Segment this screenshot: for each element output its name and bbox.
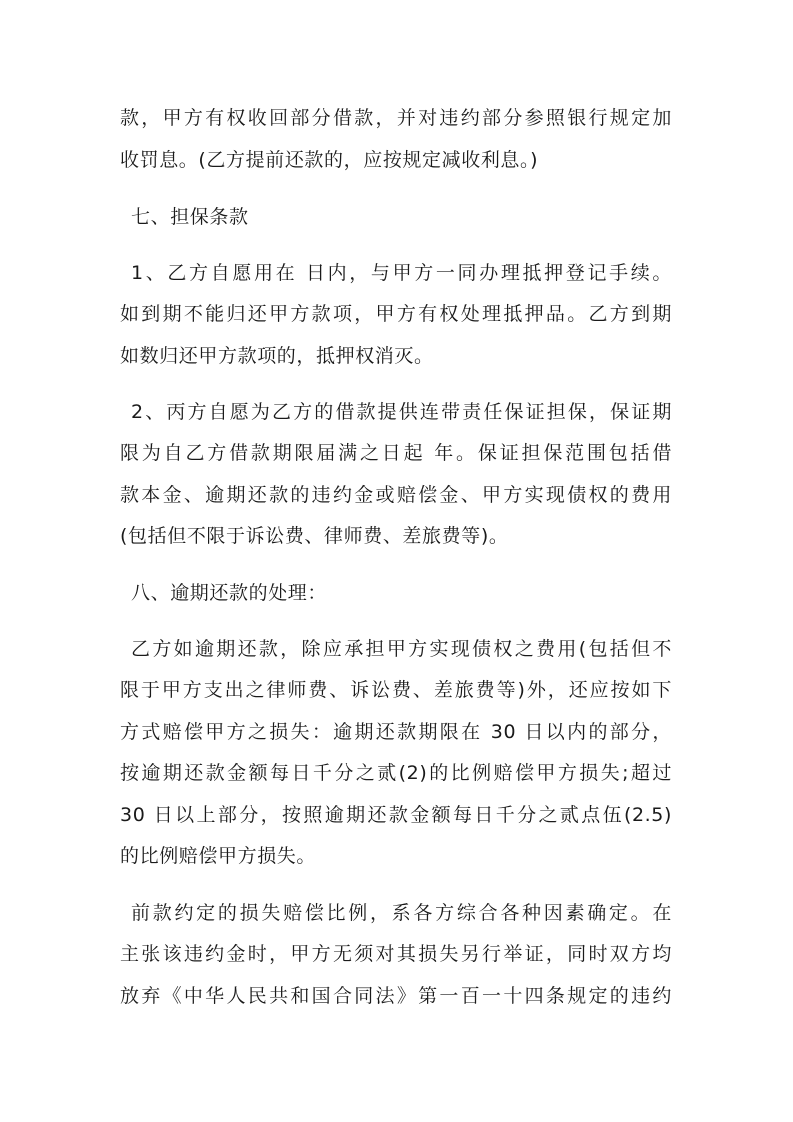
text-line: 方式赔偿甲方之损失：逾期还款期限在 30 日以内的部分， bbox=[120, 721, 672, 743]
text-line: 按逾期还款金额每日千分之贰(2)的比例赔偿甲方损失;超过 bbox=[120, 762, 672, 784]
section-heading: 七、担保条款 bbox=[131, 206, 249, 228]
text-line: 前款约定的损失赔偿比例，系各方综合各种因素确定。在 bbox=[131, 902, 672, 924]
text-line: 如数归还甲方款项的，抵押权消灭。 bbox=[120, 345, 434, 367]
text-line: 1、乙方自愿用在 日内，与甲方一同办理抵押登记手续。 bbox=[131, 262, 672, 284]
text-line: 2、丙方自愿为乙方的借款提供连带责任保证担保，保证期 bbox=[131, 401, 672, 423]
text-line: 限于甲方支出之律师费、诉讼费、差旅费等)外，还应按如下 bbox=[120, 679, 672, 701]
section-heading: 八、逾期还款的处理： bbox=[131, 582, 328, 604]
text-line: 乙方如逾期还款，除应承担甲方实现债权之费用(包括但不 bbox=[131, 638, 672, 660]
text-line: 放弃《中华人民共和国合同法》第一百一十四条规定的违约 bbox=[120, 985, 672, 1007]
text-line: 款，甲方有权收回部分借款，并对违约部分参照银行规定加 bbox=[120, 107, 672, 129]
text-line: 的比例赔偿甲方损失。 bbox=[120, 845, 317, 867]
text-line: 款本金、逾期还款的违约金或赔偿金、甲方实现债权的费用 bbox=[120, 484, 672, 506]
text-line: 如到期不能归还甲方款项，甲方有权处理抵押品。乙方到期 bbox=[120, 303, 672, 325]
text-line: 限为自乙方借款期限届满之日起 年。保证担保范围包括借 bbox=[120, 442, 672, 464]
text-line: 收罚息。(乙方提前还款的，应按规定减收利息。) bbox=[120, 149, 539, 171]
text-line: 30 日以上部分，按照逾期还款金额每日千分之贰点伍(2.5) bbox=[120, 804, 672, 826]
text-line: (包括但不限于诉讼费、律师费、差旅费等)。 bbox=[120, 525, 509, 547]
text-line: 主张该违约金时，甲方无须对其损失另行举证，同时双方均 bbox=[120, 943, 672, 965]
